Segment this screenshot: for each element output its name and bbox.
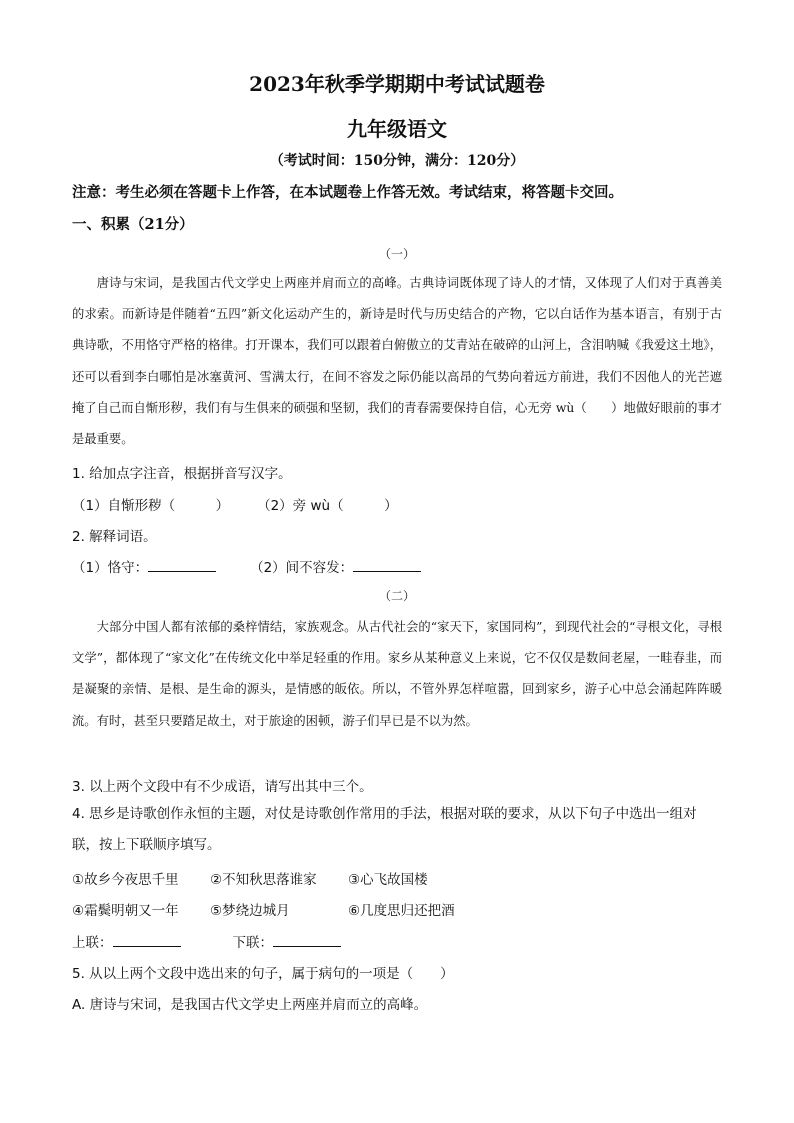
q1-stem: 1. 给加点字注音，根据拼音写汉字。 <box>72 466 292 482</box>
q2-item1: （1）恪守： <box>72 560 149 576</box>
q2-items <box>72 556 421 576</box>
q4-upper-label: 上联： <box>72 935 113 951</box>
q4-option-6: ⑥几度思归还把酒 <box>348 903 455 919</box>
q1-items <box>72 494 398 514</box>
part2-label: （二） <box>378 589 415 603</box>
exam-info: （考试时间：150分钟，满分：120分） <box>269 153 525 169</box>
exam-notice: 注意：考生必须在答题卡上作答，在本试题卷上作答无效。考试结束，将答题卡交回。 <box>72 184 623 201</box>
q1-item2: （2）旁 wù（ ） <box>257 498 398 514</box>
q4-options-row2 <box>72 899 455 919</box>
q4-upper-blank[interactable] <box>113 934 181 947</box>
q4-lower-blank[interactable] <box>273 934 341 947</box>
q2-blank2[interactable] <box>353 559 421 572</box>
q2-item2: （2）间不容发： <box>250 560 354 576</box>
q4-answer-line <box>72 931 341 951</box>
q2-stem: 2. 解释词语。 <box>72 529 157 545</box>
exam-title: 2023年秋季学期期中考试试题卷 <box>249 72 545 96</box>
q2-blank1[interactable] <box>148 559 216 572</box>
q4-options-row1 <box>72 868 428 888</box>
q3-stem: 3. 以上两个文段中有不少成语，请写出其中三个。 <box>72 779 373 795</box>
part2-passage: 大部分中国人都有浓郁的桑梓情结，家族观念。从古代社会的“家天下，家国同构”，到现代社会的“寻根文化，寻根文学”，都体现了“家文化”在传统文化中举足轻重的作用。家乡从某种意义上来说，它不仅仅是数间老屋，一畦春韭，而是凝聚的亲情、是根、是生命的源头，是情感的皈依。所以，不管外界怎样喧嚣，回到家乡，游子心中总会涌起阵阵暖流。有时，甚至只要踏足故土，对于旅途的困顿，游子们早已是不以为然。 <box>72 620 722 728</box>
q4-stem: 4. 思乡是诗歌创作永恒的主题，对仗是诗歌创作常用的手法，根据对联的要求，从以下句子中选出一组对联，按上下联顺序填写。 <box>72 806 697 853</box>
part1-passage: 唐诗与宋词，是我国古代文学史上两座并肩而立的高峰。古典诗词既体现了诗人的才情，又体现了人们对于真善美的求索。而新诗是伴随着“五四”新文化运动产生的，新诗是时代与历史结合的产物，它以白话作为基本语言，有别于古典诗歌，不用恪守严格的格律。打开课本，我们可以跟着白俯傲立的艾青站在破碎的山河上，含泪呐喊《我爱这土地》，还可以看到李白哪怕是冰塞黄河、雪满太行，在间不容发之际仍能以高昂的气势向着远方前进，我们不因他人的光芒遮掩了自己而自惭形秽，我们有与生俱来的硕强和坚韧，我们的青春需要保持自信，心无旁 wù（ ）地做好眼前的事才是最重要。 <box>72 276 722 447</box>
q4-option-5: ⑤梦绕边城月 <box>210 903 290 919</box>
q4-option-2: ②不知秋思落谁家 <box>210 872 317 888</box>
q5-stem: 5. 从以上两个文段中选出来的句子，属于病句的一项是（ ） <box>72 966 454 982</box>
q4-option-4: ④霜鬓明朝又一年 <box>72 903 179 919</box>
q5-option-a: A. 唐诗与宋词，是我国古代文学史上两座并肩而立的高峰。 <box>72 997 428 1013</box>
q4-option-3: ③心飞故国楼 <box>348 872 428 888</box>
q4-option-1: ①故乡今夜思千里 <box>72 872 179 888</box>
q4-lower-label: 下联： <box>232 935 273 951</box>
q1-item1: （1）自惭形秽（ ） <box>72 498 230 514</box>
section-heading: 一、积累（21分） <box>72 216 194 233</box>
part1-label: （一） <box>378 247 415 261</box>
exam-subject: 九年级语文 <box>347 117 447 141</box>
